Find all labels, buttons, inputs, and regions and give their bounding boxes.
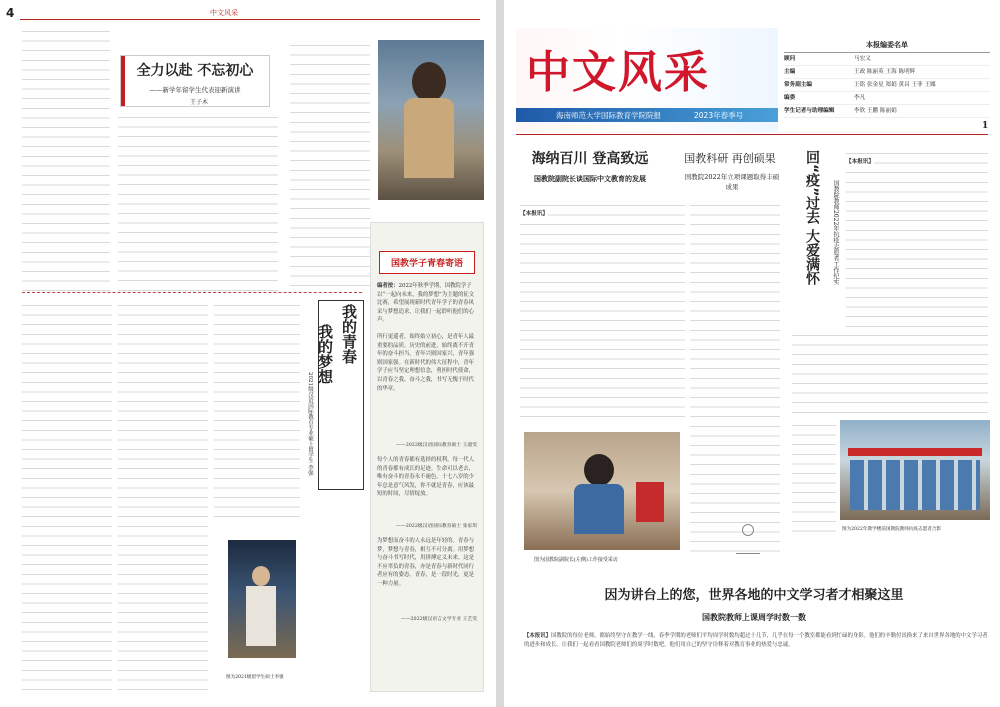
sidebar-intro: 2022年秋季学期，国教院学子以“一起向未来，我的梦想”为主题的征文比赛，希望展现新时代青年学子的青春风采与梦想追求，让我们一起聆听他们的心声。 xyxy=(377,283,475,324)
left-page xyxy=(0,0,496,707)
vertical-article-body-left xyxy=(792,420,836,540)
article1-body-col-3 xyxy=(290,40,370,292)
headline-left-reporter-tag: 【本报讯】 xyxy=(520,211,548,217)
sidebar-quote-3-sign: ——2022级汉语言文学专业 王艺雯 xyxy=(400,616,477,622)
article2-body-col-3 xyxy=(214,300,300,520)
editorial-board-row xyxy=(784,53,990,66)
editorial-board-title: 本报编委名单 xyxy=(784,40,990,53)
bottom-article-reporter-tag: 【本报讯】 xyxy=(524,633,551,639)
headline-mid-body xyxy=(690,200,780,560)
editorial-board-row xyxy=(784,66,990,79)
right-page xyxy=(504,0,1000,707)
sidebar-quote-1-sign: ——2022级汉语国际教育硕士 王淑雯 xyxy=(396,442,477,448)
left-divider xyxy=(22,292,362,293)
headline-left-body xyxy=(520,200,685,426)
bottom-article-text: 国教院的每位老师，都始终坚守在教学一线，春季学期的老师们平均周学时数均超过十几节，几乎在每一个教室都能看到忙碌的身影。他们的辛勤付出换来了来自世界各地的中文学习者的进步和成长。让我们一起看看国教院老师们的周学时数吧，他们用自己的坚守诠释着对教育事业的热爱与忠诚。 xyxy=(524,633,988,648)
decor-sprig-icon xyxy=(736,520,760,554)
spread-gutter xyxy=(496,0,504,707)
article2-body-col-2 xyxy=(118,300,208,690)
editorial-board-role: 编委 xyxy=(784,95,796,101)
left-header-rule xyxy=(20,19,480,20)
editorial-board-role: 常务副主编 xyxy=(784,82,812,88)
youth-quotes-sidebar xyxy=(370,222,484,692)
headline-left-sub: 国教院副院长谈国际中文教育的发展 xyxy=(534,174,646,183)
right-photo-2 xyxy=(840,420,990,520)
editorial-board-role: 顾问 xyxy=(784,56,796,62)
headline-mid-sub: 国教院2022年立项课题取得丰硕成果 xyxy=(684,173,780,191)
article1-subtitle: ——新学年留学生代表迎新演讲 xyxy=(149,86,241,94)
sidebar-quote-3: 为梦想而奋斗的人永远是年轻的。青春与梦，梦想与青春，相互不可分离。用梦想与奋斗书写时代，用拼搏定义未来。这是不应辜负的青春，亦是青春与新时代同行者应有的姿态。青春，是一段时光，更是一种力量。 xyxy=(377,537,475,587)
bottom-subheadline: 国教院教师上课周学时数一数 xyxy=(702,612,806,622)
left-text-column-1-top xyxy=(22,26,110,292)
article2-vertical-title-box xyxy=(318,300,364,490)
editorial-board-names: 马宏义 xyxy=(854,56,871,62)
right-photo-1-caption: 图为国教院副院长(左侧)工作接受采访 xyxy=(534,557,618,563)
vertical-headline-sub: 国教院教师2022年抗疫志愿者工作纪实 xyxy=(832,180,839,286)
editorial-board-rows xyxy=(784,53,990,118)
right-page-number: 1 xyxy=(982,121,989,131)
article2-vertical-title-1: 我的青春 xyxy=(340,304,358,364)
vertical-article-body-mid xyxy=(792,330,988,420)
right-photo-1 xyxy=(524,432,680,550)
sidebar-quote-2: 每个人的青春都有选择的权利，每一代人的青春都有成长的足迹。生命可以老去，唯有奋斗的青春永不褪色。十七八岁的少年总是意气风发，你不就是青春，应该最短的时间，尽情绽放。 xyxy=(377,456,475,498)
sidebar-quote-1: 所行更遥者，始终始立初心，是青年人最重要的品质。历史的前进，始终离不开青年的奋斗担当。青年兴则国家兴，青年强则国家强。在新时代的伟大征程中，青年学子应当坚定理想信念，勇担时代使命，以青春之我，奋斗之我，书写无愧于时代的华章。 xyxy=(377,333,475,392)
editorial-board-names: 王政 陈丽英 王海 陈明辉 xyxy=(854,69,916,75)
right-photo-2-caption: 图为2022年教学楼前国教院教师抗疫志愿者合影 xyxy=(842,527,941,532)
article2-photo xyxy=(228,540,296,658)
headline-mid: 国教科研 再创硕果 xyxy=(684,152,776,165)
bottom-headline: 因为讲台上的您，世界各地的中文学习者才相聚这里 xyxy=(604,588,904,603)
editorial-board-role: 主编 xyxy=(784,69,796,75)
article2-vertical-title-2: 我的梦想 xyxy=(316,324,334,384)
right-header-rule xyxy=(516,134,988,135)
masthead xyxy=(516,28,778,132)
editorial-board-row xyxy=(784,79,990,92)
editorial-board-names: 王铭 张金星 郑娟 黄昌 王菲 王娜 xyxy=(854,82,936,88)
headline-left: 海纳百川 登高致远 xyxy=(531,151,649,167)
article2-photo-caption: 图为2021级留学生硕士李强 xyxy=(226,675,284,680)
article1-photo xyxy=(378,40,484,200)
article1-body-col-2 xyxy=(118,112,278,292)
editorial-board-row xyxy=(784,92,990,105)
vertical-article-reporter-tag: 【本报讯】 xyxy=(846,159,874,165)
editorial-board-row xyxy=(784,105,990,118)
masthead-subtitle: 海南师范大学国际教育学院院报 xyxy=(556,111,661,120)
masthead-title: 中文风采 xyxy=(526,47,710,98)
article1-title: 全力以赴 不忘初心 xyxy=(136,63,254,79)
left-page-number: 4 xyxy=(6,6,15,20)
editorial-board-role: 学生记者与助理编辑 xyxy=(784,108,835,114)
editorial-board xyxy=(784,40,990,130)
left-running-title: 中文风采 xyxy=(210,9,238,17)
sidebar-title: 国教学子青春寄语 xyxy=(379,251,475,274)
bottom-article-body xyxy=(524,632,988,690)
issue-label: 2023年春季号 xyxy=(694,111,744,120)
vertical-headline: 回“疫”过去 大爱满怀 xyxy=(804,150,820,286)
article2-body-col-1 xyxy=(22,300,112,690)
article1-author: 王子木 xyxy=(190,99,209,106)
sidebar-quote-2-sign: ——2022级汉语国际教育硕士 张家琪 xyxy=(396,523,477,529)
editorial-board-names: 李凡 xyxy=(854,95,866,101)
article2-byline: 2021级汉语国际教育专业硕士留学生 李强 xyxy=(307,372,313,476)
sidebar-intro-lead: 编者按： xyxy=(377,283,399,289)
editorial-board-names: 李欣 王鹏 陈丽娟 xyxy=(854,108,897,114)
